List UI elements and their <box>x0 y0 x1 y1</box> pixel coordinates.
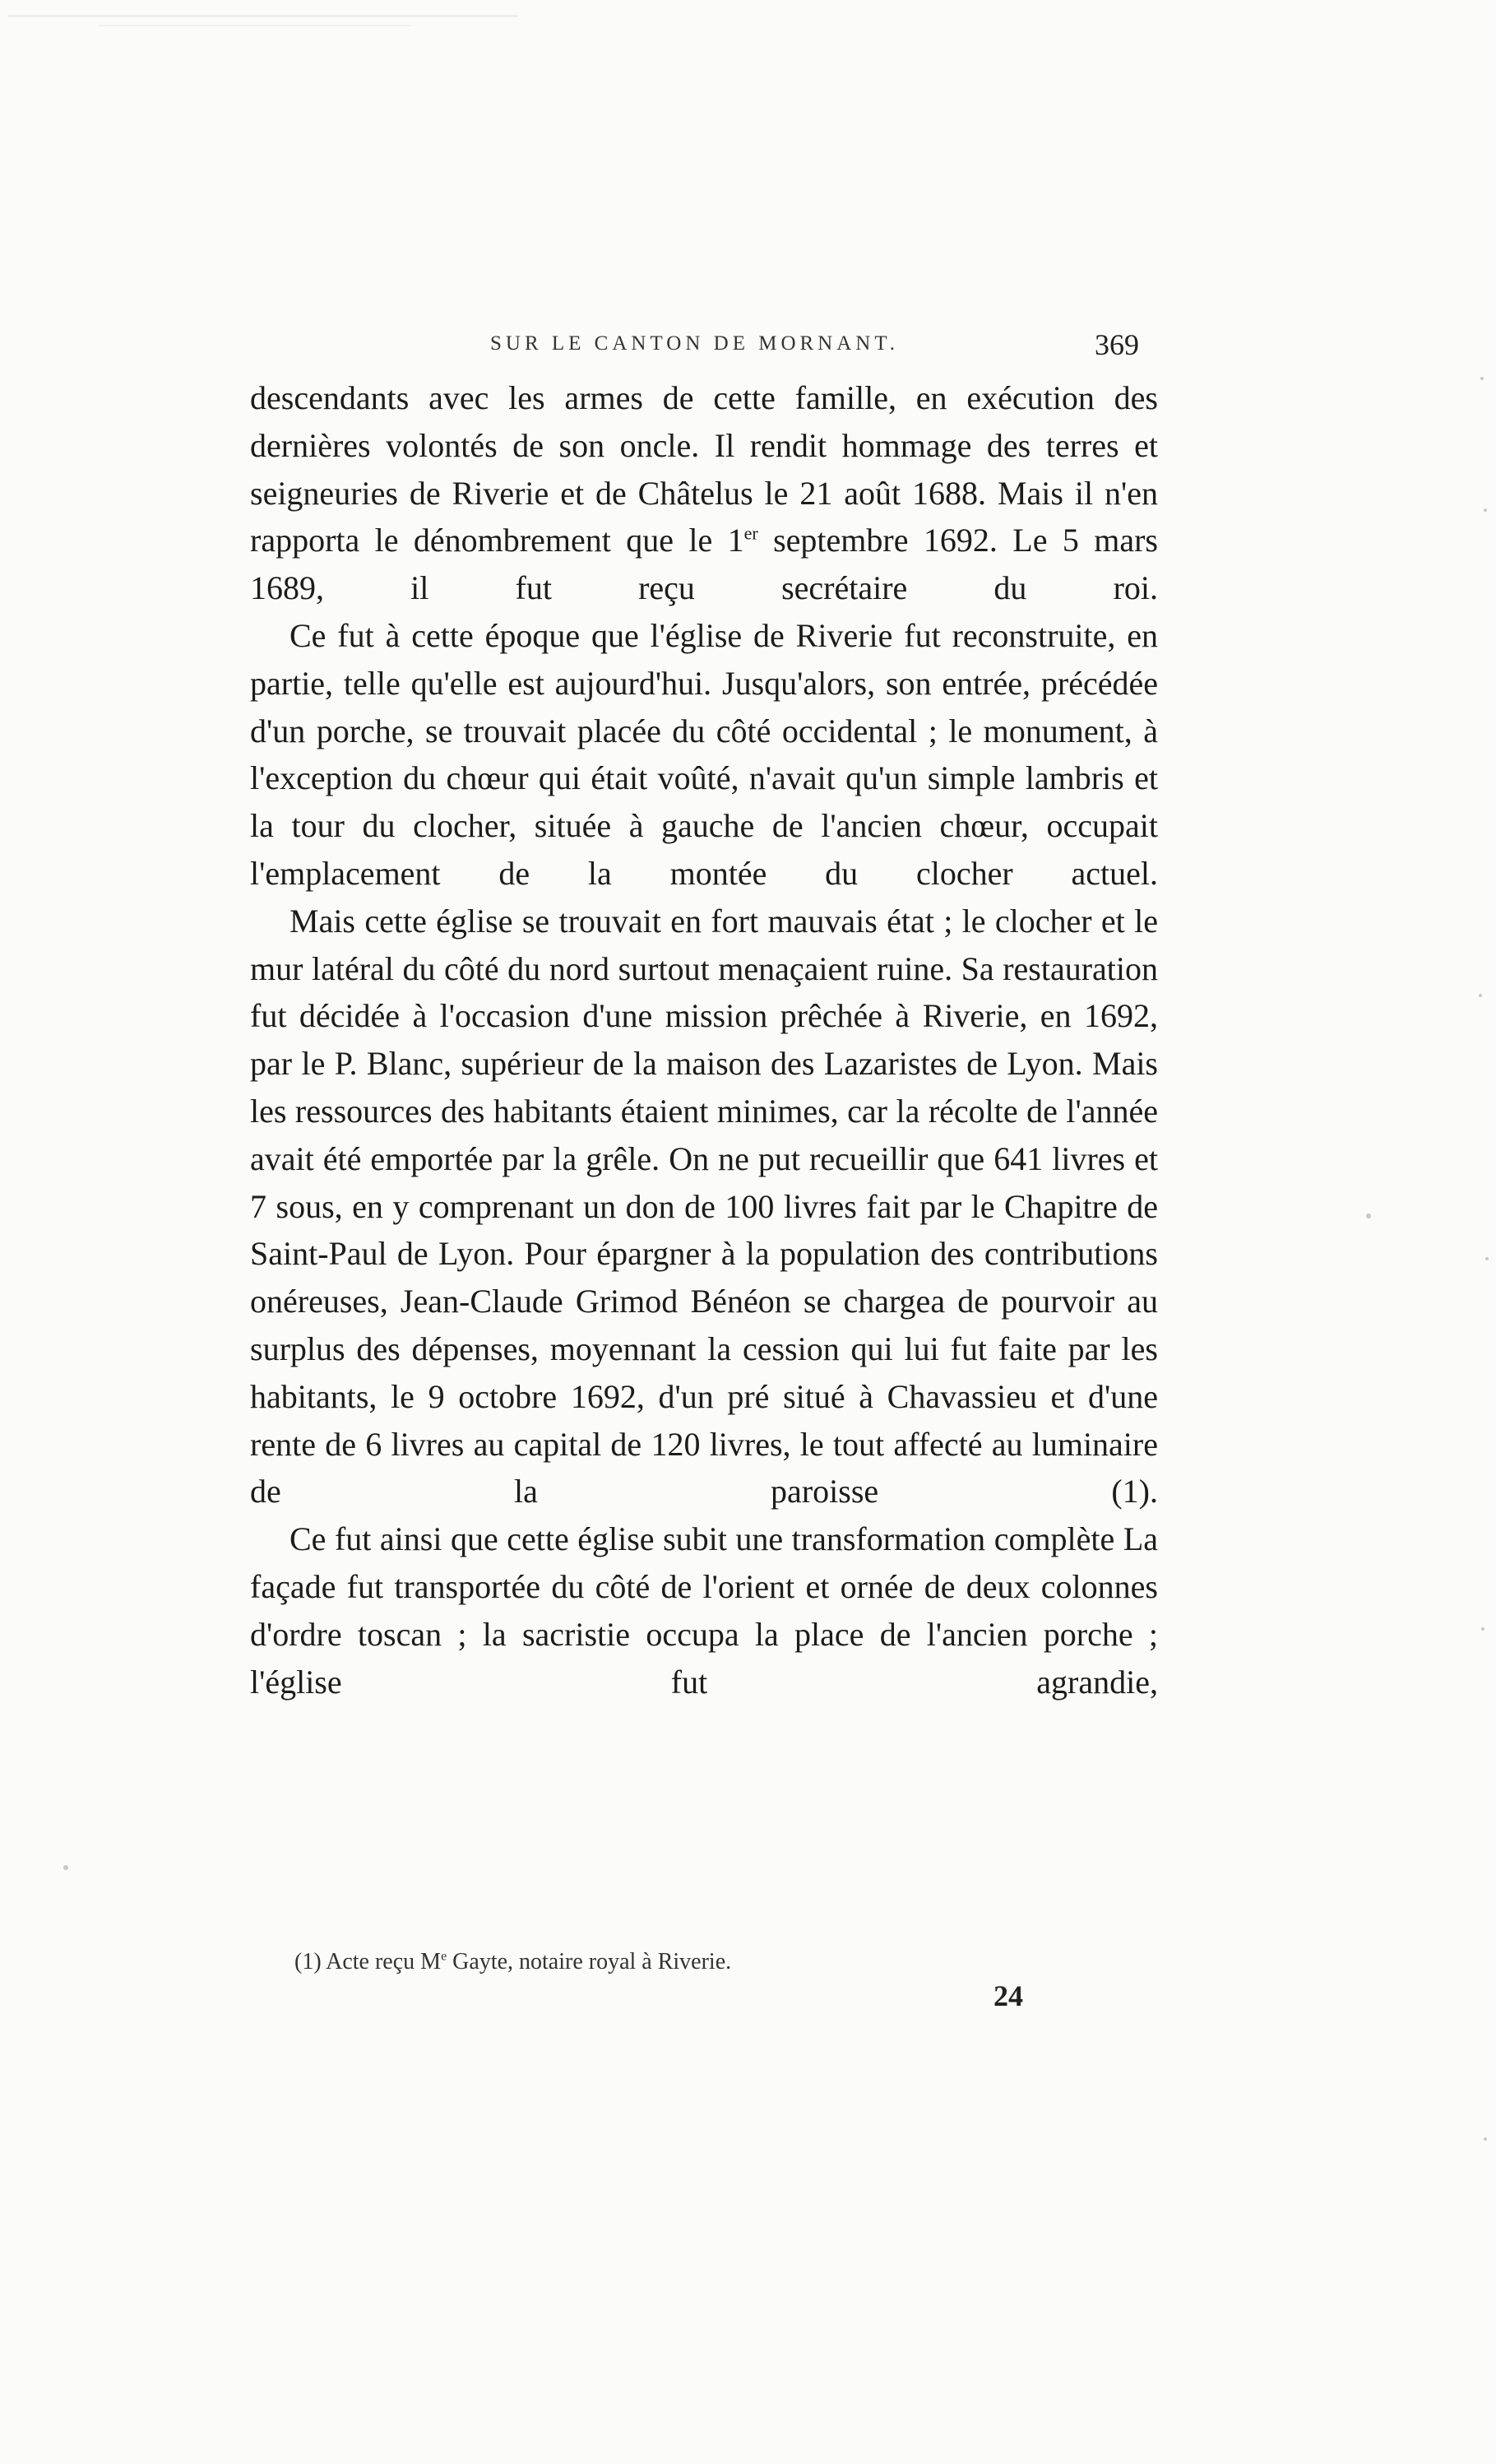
page-number: 369 <box>1095 328 1139 361</box>
paragraph-3: Mais cette église se trouvait en fort mauvais état ; le clocher et le mur latéral du côté du nord surtout menaçaient ruine. Sa restauration fut décidée à l'occasion d'une mission prêchée à Riverie, en 1692, par le P. Blanc, supérieur de la maison des Lazaristes de Lyon. Mais les ressources des habitants étaient minimes, car la récolte de l'année avait été emportée par la grêle. On ne put recueillir que 641 livres et 7 sous, en y comprenant un don de 100 livres fait par le Chapitre de Saint-Paul de Lyon. Pour épargner à la population des contributions onéreuses, Jean-Claude Grimod Bénéon se chargea de pourvoir au surplus des dépenses, moyennant la cession qui lui fut faite par les habitants, le 9 octobre 1692, d'un pré situé à Chavassieu et d'une rente de 6 livres au capital de 120 livres, le tout affecté au luminaire de la paroisse (1). <box>250 902 1158 1510</box>
paragraph-1: descendants avec les armes de cette famille, en exécution des dernières volontés de son oncle. Il rendit hommage des terres et seigneuries de Riverie et de Châtelus le 21 août 1688. Mais il n'en rapporta le dénombrement que le 1er septembre 1692. Le 5 mars 1689, il fut reçu secrétaire du roi. <box>250 379 1158 607</box>
paragraph-4: Ce fut ainsi que cette église subit une transformation complète La façade fut transportée du côté de l'orient et ornée de deux colonnes d'ordre toscan ; la sacristie occupa la place de l'ancien porche ; l'église fut agrandie, <box>250 1520 1158 1701</box>
running-head <box>490 327 1139 369</box>
footnote-text-before: Acte reçu M <box>326 1949 442 1974</box>
running-title: SUR LE CANTON DE MORNANT. <box>490 332 899 355</box>
body-text <box>250 374 1158 1705</box>
footnote-text-after: Gayte, notaire royal à Riverie. <box>447 1949 732 1974</box>
paragraph-2: Ce fut à cette époque que l'église de Riverie fut reconstruite, en partie, telle qu'elle est aujourd'hui. Jusqu'alors, son entrée, précédée d'un porche, se trouvait placée du côté occidental ; le monument, à l'exception du chœur qui était voûté, n'avait qu'un simple lambris et la tour du clocher, située à gauche de l'ancien chœur, occupait l'emplacement de la montée du clocher actuel. <box>250 616 1158 892</box>
signature-mark: 24 <box>993 1979 1023 2012</box>
footnote-superscript: e <box>441 1949 447 1964</box>
footnote-marker: (1) <box>294 1949 322 1974</box>
footnote <box>294 1949 731 1975</box>
